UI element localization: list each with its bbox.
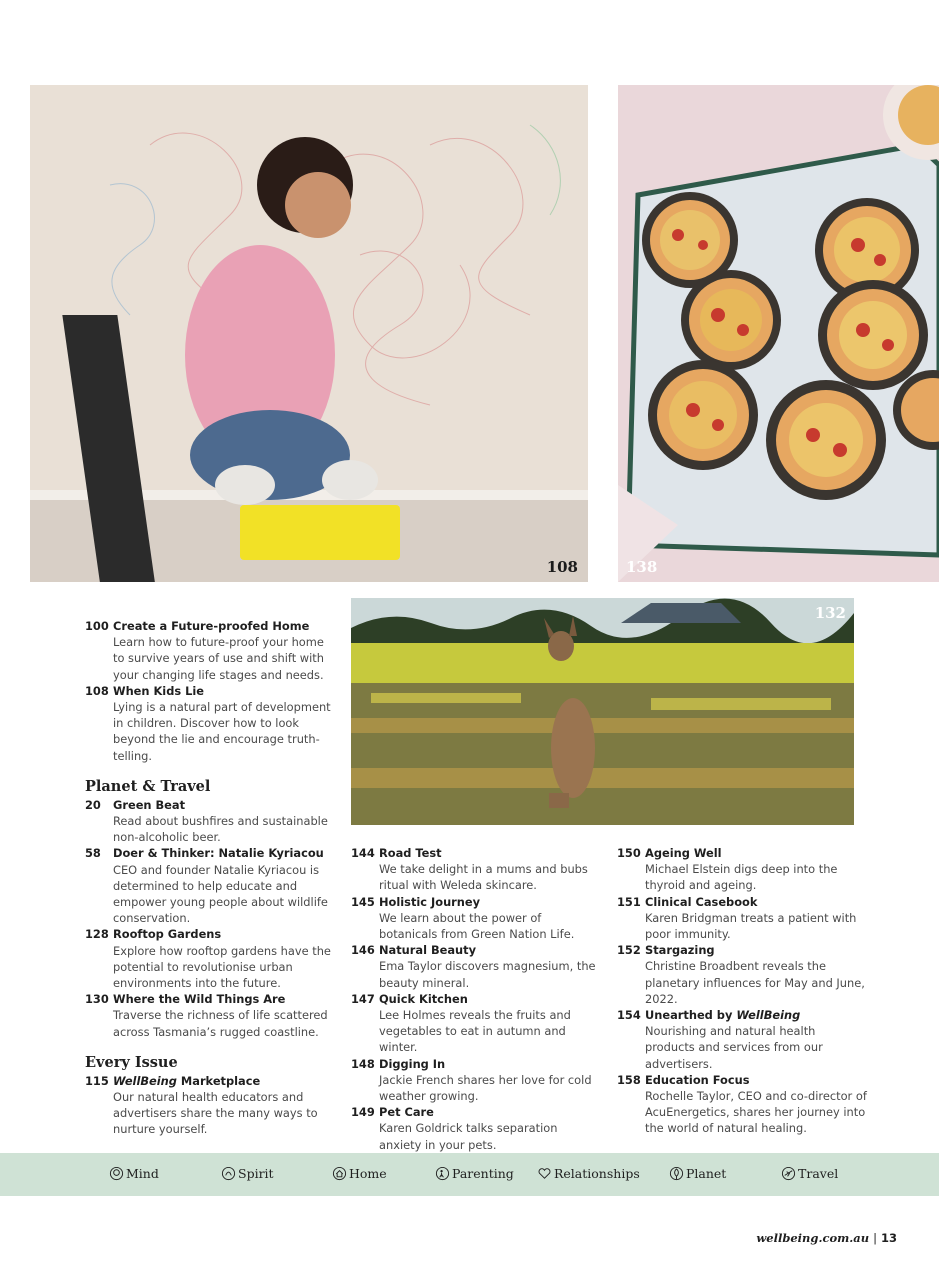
entry-title-brand: WellBeing: [113, 1073, 177, 1088]
entry-title: [645, 1007, 867, 1023]
category-label: Planet: [686, 1166, 727, 1181]
category-bar: [0, 1153, 939, 1196]
entry-page-number: 128: [85, 927, 109, 942]
footer-site[interactable]: wellbeing.com.au: [756, 1231, 870, 1245]
contents-entry[interactable]: [351, 894, 601, 943]
contents-entry[interactable]: [85, 797, 335, 846]
category-relationships[interactable]: [537, 1166, 640, 1181]
entry-description: Lying is a natural part of development in children. Discover how to look beyond the lie and encourage truth-telling.: [113, 700, 331, 763]
section-heading-planet-travel: Planet & Travel: [85, 777, 211, 795]
entry-title: Rooftop Gardens: [113, 927, 222, 942]
category-label: Home: [349, 1166, 387, 1181]
contents-entry[interactable]: [351, 991, 601, 1056]
entry-page-number: 115: [85, 1073, 109, 1088]
entry-title-brand: WellBeing: [736, 1008, 801, 1023]
entry-page-number: 58: [85, 846, 101, 861]
entry-description: Karen Goldrick talks separation anxiety in your pets.: [379, 1121, 558, 1152]
contents-entry[interactable]: [85, 618, 335, 683]
entry-description: Lee Holmes reveals the fruits and vegetables to eat in autumn and winter.: [379, 1008, 571, 1055]
footer-page-number: 13: [880, 1231, 897, 1245]
entry-title: Education Focus: [645, 1072, 750, 1087]
home-icon: [332, 1166, 347, 1181]
contents-entry[interactable]: [617, 894, 867, 943]
entry-title-text: Marketplace: [176, 1073, 261, 1088]
category-label: Mind: [126, 1166, 159, 1181]
contents-entry[interactable]: [85, 991, 335, 1040]
entry-page-number: 108: [85, 683, 109, 698]
photo-child-drawing: [30, 85, 588, 582]
entry-description: Learn how to future-proof your home to survive years of use and shift with your changing life stages and needs.: [113, 635, 324, 682]
page-number-label: 132: [814, 604, 846, 622]
entry-description: Our natural health educators and advertisers share the many ways to nurture yourself.: [113, 1090, 318, 1137]
entry-page-number: 148: [351, 1056, 375, 1071]
category-mind[interactable]: [109, 1166, 159, 1181]
category-spirit[interactable]: [221, 1166, 274, 1181]
contents-entry[interactable]: [85, 926, 335, 991]
entry-title: Create a Future-proofed Home: [113, 619, 310, 633]
category-travel[interactable]: [781, 1166, 838, 1181]
footer-separator: |: [873, 1231, 877, 1245]
contents-entry[interactable]: [85, 1073, 335, 1138]
entry-description: Explore how rooftop gardens have the potential to revolutionise urban environments into the future.: [113, 943, 331, 991]
category-label: Parenting: [452, 1166, 514, 1181]
entry-page-number: 146: [351, 943, 375, 958]
entry-description: Ema Taylor discovers magnesium, the beauty mineral.: [379, 959, 596, 990]
page-number-label: 108: [546, 558, 578, 576]
entry-title: Pet Care: [379, 1105, 434, 1120]
entry-page-number: 150: [617, 846, 641, 860]
entry-page-number: 100: [85, 619, 109, 633]
contents-entry[interactable]: [351, 1104, 601, 1153]
page-footer: [756, 1231, 897, 1245]
entry-title: Ageing Well: [645, 846, 722, 860]
photo-kangaroo: [351, 598, 854, 825]
entry-description: Read about bushfires and sustainable non-alcoholic beer.: [113, 814, 328, 845]
entry-description: Jackie French shares her love for cold weather growing.: [379, 1072, 592, 1104]
entry-description: Rochelle Taylor, CEO and co-director of AcuEnergetics, shares her journey into the world of natural healing.: [645, 1089, 867, 1136]
contents-entry[interactable]: [351, 1056, 601, 1105]
contents-entry[interactable]: [617, 845, 867, 894]
entry-title: Road Test: [379, 846, 442, 860]
parenting-icon: [435, 1166, 450, 1181]
section-heading-every-issue: Every Issue: [85, 1053, 178, 1071]
entry-title: Stargazing: [645, 943, 715, 958]
entry-page-number: 151: [617, 894, 641, 909]
entry-description: Nourishing and natural health products and services from our advertisers.: [645, 1024, 823, 1071]
entry-page-number: 147: [351, 991, 375, 1006]
entry-page-number: 130: [85, 992, 109, 1007]
plane-icon: [781, 1166, 796, 1181]
contents-entry[interactable]: [351, 845, 601, 894]
entry-page-number: 152: [617, 943, 641, 958]
contents-column-right: [617, 845, 867, 1137]
category-label: Relationships: [554, 1166, 640, 1181]
entry-title: Holistic Journey: [379, 894, 481, 909]
entry-title: Clinical Casebook: [645, 894, 758, 909]
planet-icon: [669, 1166, 684, 1181]
category-parenting[interactable]: [435, 1166, 514, 1181]
category-label: Travel: [798, 1166, 839, 1181]
entry-page-number: 158: [617, 1072, 641, 1087]
entry-title: Where the Wild Things Are: [113, 992, 286, 1007]
entry-title: Quick Kitchen: [379, 991, 468, 1006]
entry-title: Digging In: [379, 1056, 446, 1071]
entry-page-number: 154: [617, 1008, 641, 1023]
page-number-label: 138: [626, 558, 658, 576]
entry-page-number: 145: [351, 894, 375, 909]
entry-title: Natural Beauty: [379, 943, 477, 958]
category-home[interactable]: [332, 1166, 387, 1181]
contents-entry[interactable]: [85, 683, 335, 764]
entry-title: When Kids Lie: [113, 683, 204, 698]
contents-entry[interactable]: [85, 845, 335, 926]
entry-description: We learn about the power of botanicals from Green Nation Life.: [379, 910, 575, 942]
entry-description: Traverse the richness of life scattered across Tasmania’s rugged coastline.: [113, 1008, 328, 1039]
entry-description: We take delight in a mums and bubs ritual with Weleda skincare.: [379, 862, 588, 893]
entry-description: Karen Bridgman treats a patient with poor immunity.: [645, 910, 857, 942]
entry-title-text: Unearthed by: [645, 1008, 737, 1023]
entry-title: Green Beat: [113, 797, 186, 812]
entry-description: CEO and founder Natalie Kyriacou is determined to help educate and empower young people about wildlife conservation.: [113, 862, 328, 926]
contents-entry[interactable]: [617, 1007, 867, 1072]
entry-page-number: 20: [85, 797, 101, 812]
contents-entry[interactable]: [351, 942, 601, 991]
spirit-icon: [221, 1166, 236, 1181]
entry-page-number: 149: [351, 1105, 375, 1120]
mind-icon: [109, 1166, 124, 1181]
entry-description: Christine Broadbent reveals the planetary influences for May and June, 2022.: [645, 959, 865, 1006]
contents-column-left: [85, 618, 335, 1138]
contents-entry[interactable]: [617, 1072, 867, 1137]
entry-title: [113, 1073, 335, 1089]
entry-description: Michael Elstein digs deep into the thyroid and ageing.: [645, 862, 838, 893]
entry-page-number: 144: [351, 846, 375, 860]
photo-quiches: [618, 85, 939, 582]
heart-icon: [537, 1166, 552, 1181]
category-planet[interactable]: [669, 1166, 726, 1181]
contents-column-middle: [351, 845, 601, 1153]
category-label: Spirit: [238, 1166, 274, 1181]
entry-title: Doer & Thinker: Natalie Kyriacou: [113, 846, 324, 861]
contents-entry[interactable]: [617, 942, 867, 1007]
